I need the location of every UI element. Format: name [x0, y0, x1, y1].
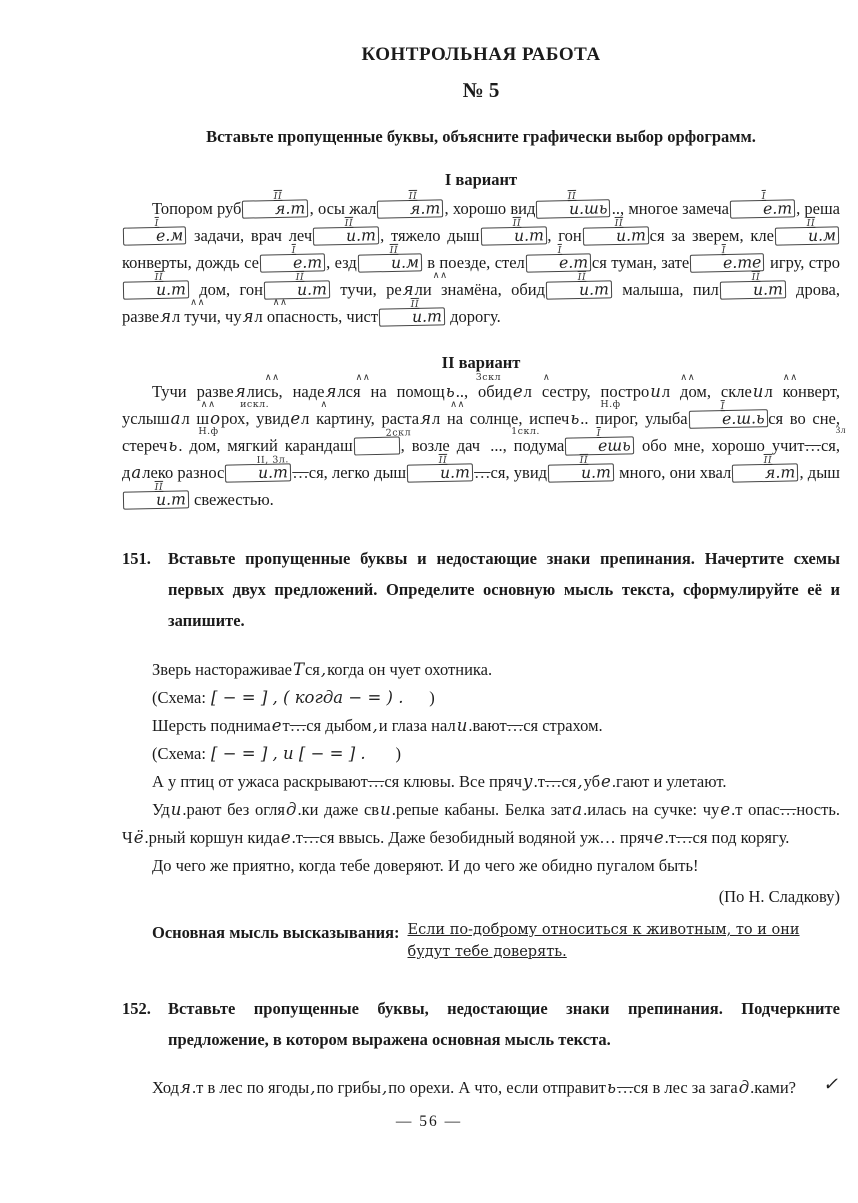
schema-line-1: (Схема: [ − = ] , ( когда − = ) . ): [152, 688, 435, 707]
exercise-152-text: [122, 1073, 840, 1103]
doc-number: № 5: [462, 78, 500, 102]
exercise-151-header: [122, 543, 840, 636]
paragraph-conclusion: До чего же приятно, когда тебе доверяют. И до чего же обидно пугалом быть!: [152, 856, 699, 875]
variant2-heading: II вариант: [441, 353, 521, 372]
exercise-151-number: 151.: [122, 549, 151, 568]
paragraph-boars: Уди.рают без огляд.ки даже сви.репые кабаны. Белка зата.илась на сучке: чуе.т опас…ность. Чё.рный коршун кидае.т…ся ввысь. Даже безобидный водяной уж… пряче.т…ся под корягу.: [122, 800, 840, 847]
exercise-151-text: [122, 656, 840, 963]
exercise-152-number: 152.: [122, 999, 151, 1018]
sentence-line-2: Шерсть поднимает…ся дыбом,и глаза нали.вают…ся страхом.: [152, 716, 603, 735]
exercise-151-instruction: Вставьте пропущенные буквы и недостающие знаки препинания. Начертите схемы первых двух предложений. Определите основную мысль текста, сформулируйте её и запишите.: [168, 549, 840, 630]
doc-title: КОНТРОЛЬНАЯ РАБОТА: [361, 44, 601, 65]
main-idea-label: Основная мысль высказывания:: [152, 923, 400, 942]
variant1-text: Топором руб я.т II , осы жал я.т II , хорошо вид и.шь II .., многое замеча е.т I , решае.м I задачи, врач леч и.т II , тяжело дыш и.т II , гон и.т II ся за зверем, кле и.м II конверты, дождь се е.т I , езд и.м II в поезде, стел е.т I ся туман, зате е.те I игру, строи.т II дом, гон и.т II тучи, рея ∧∧ ли знамёна, обид и.т II малыша, пил и.т II дрова, развея ∧∧ л тучи, чуя ∧∧ л опасность, чист и.т II дорогу.: [122, 190, 840, 326]
exercise-152-instruction: Вставьте пропущенные буквы, недостающие знаки препинания. Подчеркните предложение, в котором выражена основная мысль текста.: [168, 999, 840, 1049]
main-idea-row: [122, 919, 840, 963]
main-idea-answer: Если по-доброму относиться к животным, то и они будут тебе доверять.: [407, 922, 800, 960]
variant2-text: Тучи развея ∧∧ лись, надея ∧∧ лся на помощь 3скл .., обиде ∧ л сестру, построи ∧∧ л дом, склеи ∧∧ л конверт, услыша ∧∧ л шо искл. рох, увиде ∧ л картину, растая ∧∧ л на солнце, испечь Н.ф .. пирог, улыба е.ш.ь I ся во сне, стеречь Н.ф . дом, мягкий карандаш 2скл , возле дач 1скл. ..., подума ешь I обо мне, хорошо учит… 3л ся, далеко разнос и.т II, 3л. …ся, легко дыш и.т II …ся, увид и.т II много, они хвал я.т II , дыши.т II свежестью.: [122, 371, 846, 509]
page-number: — 56 —: [395, 1113, 463, 1130]
doc-instruction: Вставьте пропущенные буквы, объясните графически выбор орфограмм.: [206, 127, 756, 146]
exercise-152-header: [122, 993, 840, 1055]
teacher-check-mark: ✓: [822, 1074, 838, 1094]
schema-line-2: (Схема: [ − = ] , и [ − = ] . ): [152, 744, 402, 763]
sentence-line-152: Ходя.т в лес по ягоды,по грибы,по орехи. А что, если отправить…ся в лес за загад.ками?: [152, 1078, 796, 1097]
attribution: (По Н. Сладкову): [718, 887, 840, 906]
sentence-line-1: Зверь настораживаеТся,когда он чует охотника.: [152, 660, 493, 679]
paragraph-birds: А у птиц от ужаса раскрывают…ся клювы. Все прячу.т…ся,убе.гают и улетают.: [152, 772, 727, 791]
variant1-heading: I вариант: [444, 170, 518, 189]
